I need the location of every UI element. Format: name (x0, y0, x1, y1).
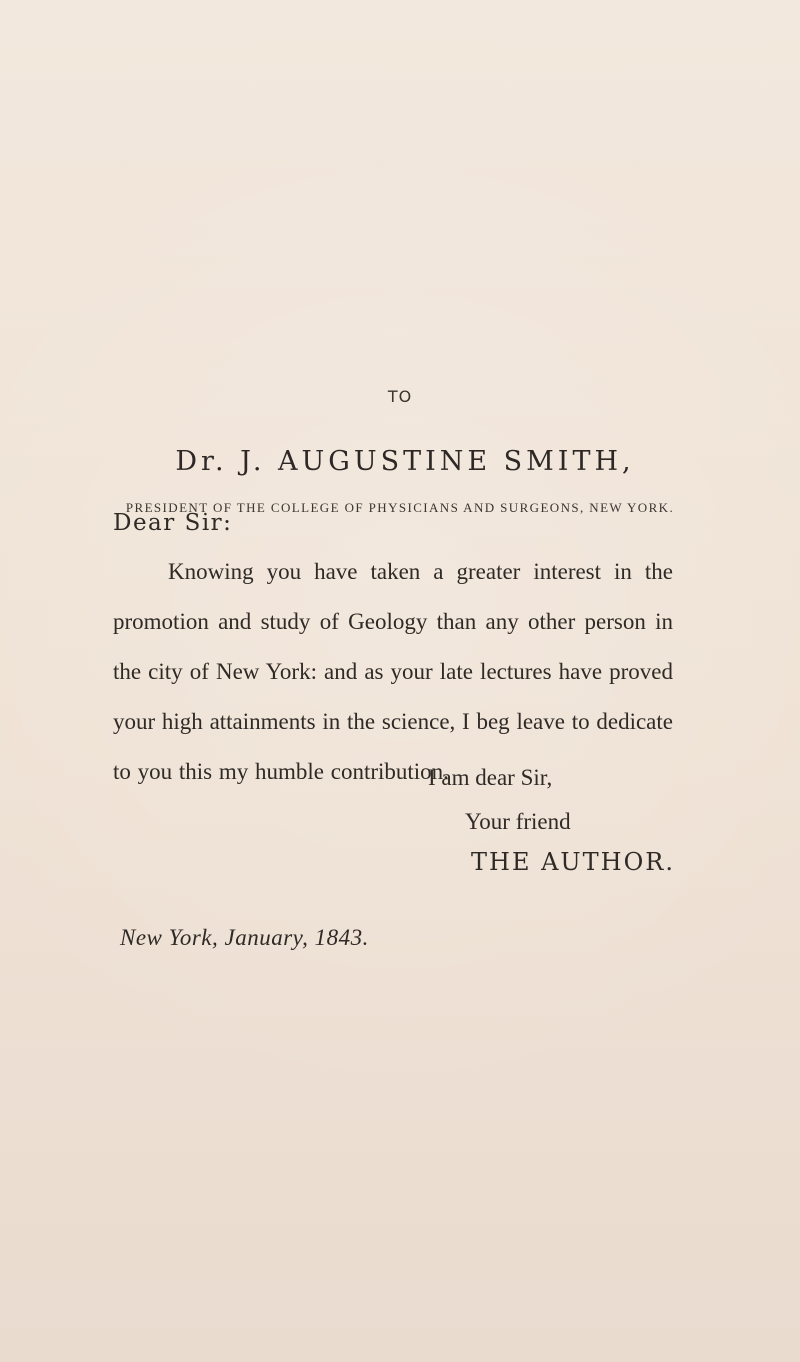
dedication-body (113, 547, 673, 797)
place-date: New York, January, 1843. (120, 925, 369, 950)
dedication-paragraph: Knowing you have taken a greater interest in the promotion and study of Geology than any other person in the city of New York: and as your late lectures have proved your high attainments in the science, I beg leave to dedicate to you this my humble contribution. (113, 559, 673, 784)
signature: THE AUTHOR. (471, 848, 675, 876)
to-heading: TO (387, 387, 413, 406)
salutation: Dear Sir: (113, 510, 233, 536)
recipient-name: Dr. J. AUGUSTINE SMITH, (175, 446, 635, 477)
closing-line-2: Your friend (465, 809, 571, 834)
recipient-title: PRESIDENT OF THE COLLEGE OF PHYSICIANS AND SURGEONS, NEW YORK. (125, 500, 675, 515)
closing-line-1: I am dear Sir, (428, 765, 553, 790)
